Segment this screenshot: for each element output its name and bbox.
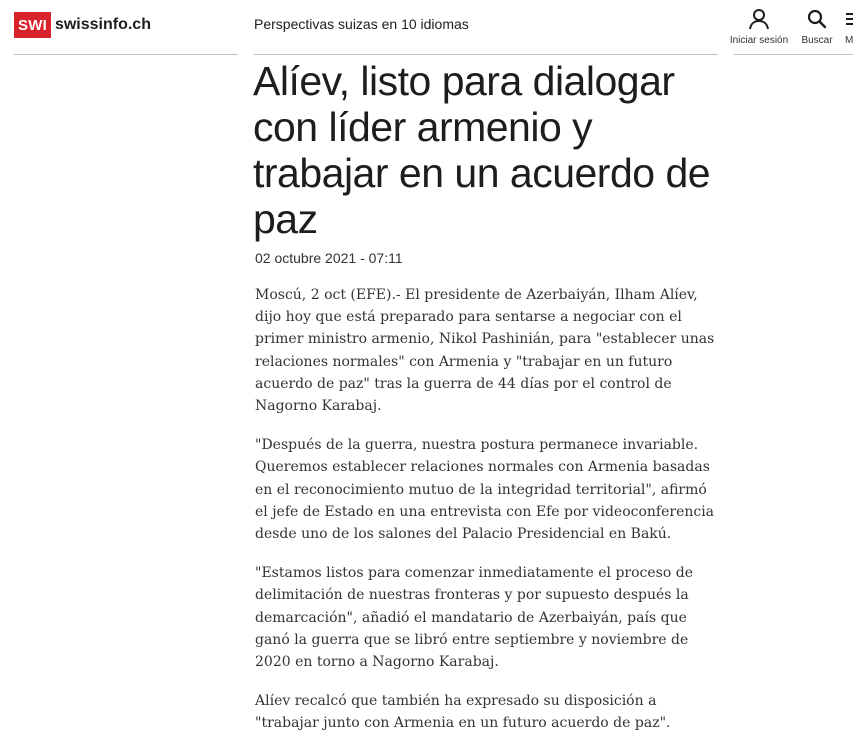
site-logo[interactable]: [14, 12, 151, 38]
search-icon: [806, 8, 828, 30]
login-button[interactable]: [728, 8, 790, 46]
search-label: Buscar: [801, 35, 833, 46]
menu-icon: [845, 8, 853, 30]
search-button[interactable]: [798, 8, 836, 46]
logo-text: swissinfo.ch: [54, 16, 151, 33]
menu-button[interactable]: [845, 8, 853, 46]
article-date: 02 octubre 2021 - 07:11: [255, 250, 403, 266]
article-body: [255, 284, 715, 752]
logo-mark: SWI: [14, 12, 51, 38]
header-divider-left: [14, 54, 238, 55]
article-headline: Alíev, listo para dialogar con líder armenio y trabajar en un acuerdo de paz: [253, 58, 711, 242]
menu-label: M: [845, 35, 853, 46]
login-label: Iniciar sesión: [729, 35, 789, 46]
site-tagline: Perspectivas suizas en 10 idiomas: [254, 16, 469, 32]
header-divider-center: [254, 54, 718, 55]
article-paragraph: "Estamos listos para comenzar inmediatamente el proceso de delimitación de nuestras fronteras y por supuesto después la demarcación", añadió el mandatario de Azerbaiyán, país que ganó la guerra que se libró entre septiembre y noviembre de 2020 en torno a Nagorno Karabaj.: [255, 565, 693, 671]
header-divider-right: [734, 54, 853, 55]
article-paragraph: "Después de la guerra, nuestra postura permanece invariable. Queremos establecer relaciones normales con Armenia basadas en el reconocimiento mutuo de la integridad territorial", afirmó el jefe de Estado en una entrevista con Efe por videoconferencia desde uno de los salones del Palacio Presidencial en Bakú.: [255, 437, 715, 543]
article-paragraph: Alíev recalcó que también ha expresado su disposición a "trabajar junto con Armenia en un futuro acuerdo de paz".: [255, 693, 671, 732]
article-paragraph: Moscú, 2 oct (EFE).- El presidente de Azerbaiyán, Ilham Alíev, dijo hoy que está preparado para sentarse a negociar con el primer ministro armenio, Nikol Pashinián, para "establecer unas relaciones normales" con Armenia y "trabajar en un futuro acuerdo de paz" tras la guerra de 44 días por el control de Nagorno Karabaj.: [255, 287, 715, 415]
user-icon: [748, 8, 770, 30]
